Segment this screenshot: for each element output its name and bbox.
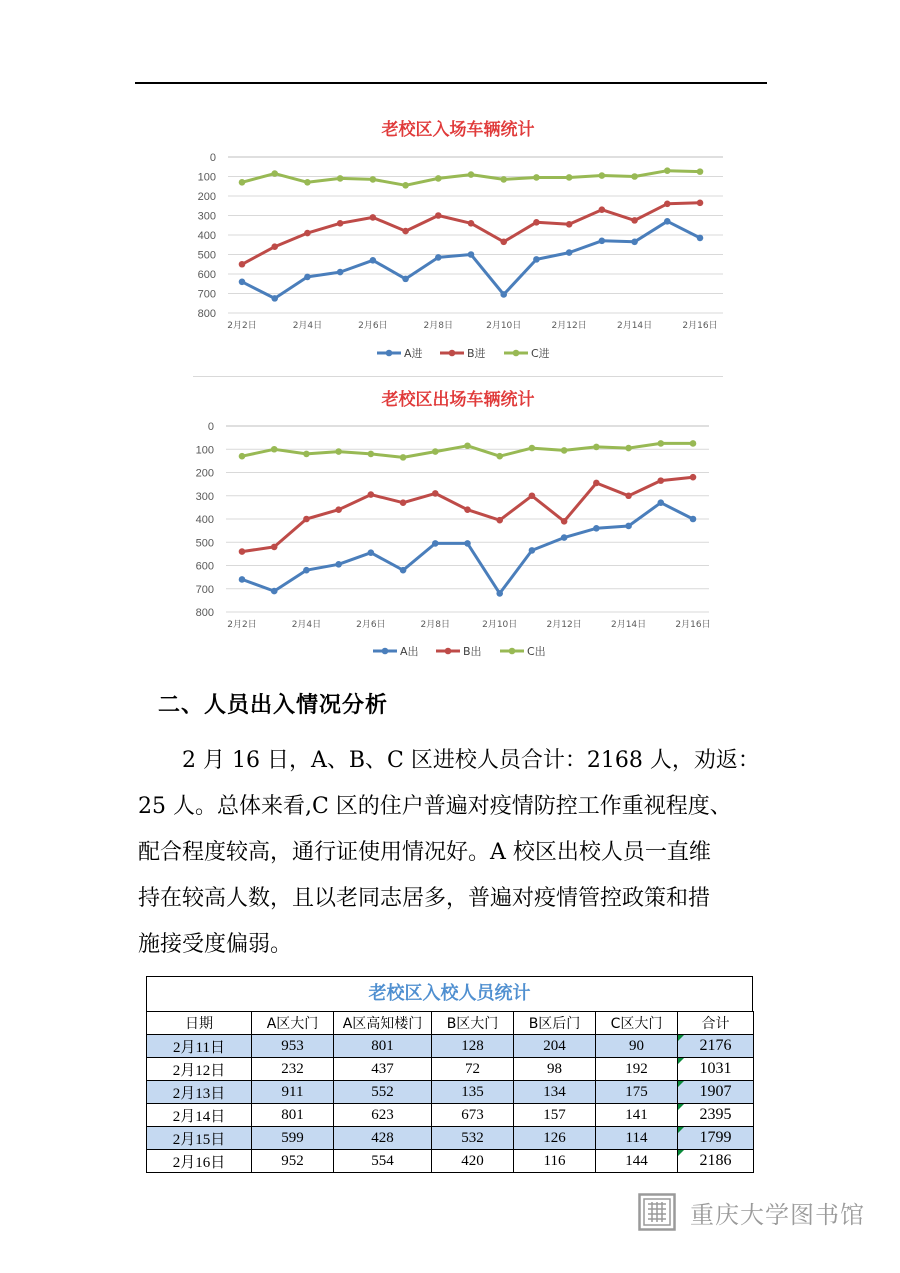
data-point xyxy=(529,445,536,452)
table-row xyxy=(147,1127,754,1150)
chart-vehicle-entry-svg xyxy=(193,108,723,376)
cell-value: 134 xyxy=(514,1081,596,1104)
table-row xyxy=(147,1058,754,1081)
x-tick-label: 2月14日 xyxy=(610,620,647,630)
data-point xyxy=(664,218,671,225)
cell-value: 623 xyxy=(334,1104,432,1127)
cell-value: 428 xyxy=(334,1127,432,1150)
cell-value: 532 xyxy=(432,1127,514,1150)
cell-total: 1907 xyxy=(678,1081,754,1104)
y-tick-label: 100 xyxy=(195,444,214,457)
data-point xyxy=(566,174,573,181)
data-point xyxy=(697,168,704,175)
cell-total: 2186 xyxy=(678,1150,754,1173)
x-tick-label: 2月16日 xyxy=(675,620,711,630)
cell-date: 2月16日 xyxy=(147,1150,252,1173)
y-tick-label: 200 xyxy=(197,191,216,203)
data-point xyxy=(239,279,246,286)
data-point xyxy=(303,567,310,574)
x-tick-label: 2月10日 xyxy=(482,620,518,630)
data-point xyxy=(496,590,503,597)
x-tick-label: 2月12日 xyxy=(551,321,587,331)
y-tick-label: 0 xyxy=(207,421,214,433)
data-point xyxy=(400,567,407,574)
y-tick-label: 600 xyxy=(197,269,216,281)
data-point xyxy=(402,276,409,283)
data-point xyxy=(400,499,407,506)
data-point xyxy=(432,448,439,455)
data-point xyxy=(435,175,442,182)
data-point xyxy=(271,243,278,250)
cell-value: 204 xyxy=(514,1035,596,1058)
cell-value: 420 xyxy=(432,1150,514,1173)
data-point xyxy=(529,492,536,499)
data-point xyxy=(337,269,344,276)
data-point xyxy=(566,249,573,256)
cell-value: 144 xyxy=(596,1150,678,1173)
cell-value: 90 xyxy=(596,1035,678,1058)
header-b-back-gate: B区后门 xyxy=(514,1012,596,1035)
data-point xyxy=(500,176,507,183)
data-point xyxy=(435,212,442,219)
cell-value: 232 xyxy=(252,1058,334,1081)
data-point xyxy=(271,446,278,453)
data-point xyxy=(529,547,536,554)
cell-value: 98 xyxy=(514,1058,596,1081)
table-row xyxy=(147,1150,754,1173)
legend-label: B进 xyxy=(467,347,486,360)
y-tick-label: 400 xyxy=(197,230,216,242)
data-point xyxy=(561,518,568,525)
data-point xyxy=(432,490,439,497)
x-tick-label: 2月2日 xyxy=(227,321,257,331)
data-point xyxy=(370,214,377,221)
data-point xyxy=(468,220,475,227)
data-point xyxy=(690,516,697,523)
y-tick-label: 300 xyxy=(195,490,214,503)
data-point xyxy=(239,453,246,460)
data-point xyxy=(368,491,375,498)
x-tick-label: 2月2日 xyxy=(227,620,257,630)
data-point xyxy=(599,238,606,245)
data-point xyxy=(337,220,344,227)
legend-label: B出 xyxy=(463,645,482,658)
data-point xyxy=(697,200,704,207)
paragraph-line: 持在较高人数，且以老同志居多，普遍对疫情管控政策和措 xyxy=(138,886,711,911)
x-tick-label: 2月8日 xyxy=(423,321,454,331)
data-point xyxy=(593,525,600,532)
cell-date: 2月12日 xyxy=(147,1058,252,1081)
data-point xyxy=(625,523,632,530)
cell-value: 911 xyxy=(252,1081,334,1104)
table-header-row xyxy=(147,1012,754,1035)
data-point xyxy=(566,221,573,228)
data-point xyxy=(239,576,246,583)
x-tick-label: 2月8日 xyxy=(420,620,451,630)
data-point xyxy=(664,201,671,208)
data-point xyxy=(464,506,471,513)
table-title: 老校区入校人员统计 xyxy=(146,976,753,1011)
data-point xyxy=(599,206,606,213)
data-point xyxy=(631,239,638,246)
header-date: 日期 xyxy=(147,1012,252,1035)
x-tick-label: 2月6日 xyxy=(356,620,386,630)
data-point xyxy=(657,499,664,506)
data-point xyxy=(402,182,409,189)
y-tick-label: 800 xyxy=(195,607,214,619)
data-point xyxy=(561,447,568,454)
library-logo xyxy=(638,1193,865,1231)
library-name: 重庆大学图书馆 xyxy=(690,1200,865,1229)
cell-total: 1031 xyxy=(678,1058,754,1081)
cell-value: 801 xyxy=(334,1035,432,1058)
legend-label: A进 xyxy=(404,347,423,360)
data-point xyxy=(496,517,503,524)
chart-title: 老校区入场车辆统计 xyxy=(381,120,535,140)
data-point xyxy=(625,492,632,499)
data-point xyxy=(533,219,540,226)
y-tick-label: 600 xyxy=(195,560,214,573)
data-point xyxy=(370,257,377,264)
cell-value: 114 xyxy=(596,1127,678,1150)
table-row xyxy=(147,1081,754,1104)
cell-value: 116 xyxy=(514,1150,596,1173)
data-point xyxy=(303,451,310,458)
data-point xyxy=(335,506,342,513)
cell-value: 141 xyxy=(596,1104,678,1127)
data-point xyxy=(335,448,342,455)
data-point xyxy=(657,440,664,447)
header-b-gate: B区大门 xyxy=(432,1012,514,1035)
data-point xyxy=(664,167,671,174)
paragraph-line: 配合程度较高，通行证使用情况好。A 校区出校人员一直维 xyxy=(138,840,711,865)
data-point xyxy=(496,453,503,460)
data-point xyxy=(239,548,246,555)
y-tick-label: 800 xyxy=(197,308,216,320)
data-point xyxy=(435,254,442,261)
cell-value: 952 xyxy=(252,1150,334,1173)
y-tick-label: 0 xyxy=(209,152,216,164)
legend-marker xyxy=(509,648,516,655)
cell-date: 2月13日 xyxy=(147,1081,252,1104)
y-tick-label: 700 xyxy=(195,583,214,596)
personnel-table xyxy=(146,976,753,1173)
y-tick-label: 500 xyxy=(197,249,216,262)
y-tick-label: 200 xyxy=(195,467,214,480)
data-point xyxy=(593,480,600,487)
data-point xyxy=(657,477,664,484)
chart-vehicle-exit-svg xyxy=(193,377,723,667)
x-tick-label: 2月4日 xyxy=(292,321,323,331)
y-tick-label: 300 xyxy=(197,210,216,223)
y-tick-label: 400 xyxy=(195,514,214,526)
cell-value: 128 xyxy=(432,1035,514,1058)
data-point xyxy=(631,173,638,180)
paragraph-line: 25 人。总体来看,C 区的住户普遍对疫情防控工作重视程度、 xyxy=(138,794,732,819)
cell-value: 953 xyxy=(252,1035,334,1058)
data-point xyxy=(304,274,311,281)
y-tick-label: 100 xyxy=(197,171,216,184)
data-point xyxy=(500,239,507,246)
data-point xyxy=(468,251,475,258)
data-point xyxy=(271,588,278,595)
data-point xyxy=(468,171,475,178)
data-point xyxy=(533,174,540,181)
cell-value: 437 xyxy=(334,1058,432,1081)
analysis-paragraph xyxy=(138,738,766,968)
library-seal-icon xyxy=(638,1193,676,1231)
legend-label: C出 xyxy=(527,645,546,658)
chart-vehicle-entry xyxy=(193,108,723,377)
data-point xyxy=(593,444,600,451)
y-tick-label: 700 xyxy=(197,288,216,301)
data-point xyxy=(368,451,375,458)
data-point xyxy=(625,445,632,452)
legend-marker xyxy=(445,648,452,655)
data-point xyxy=(690,440,697,447)
table-row xyxy=(147,1104,754,1127)
data-point xyxy=(432,540,439,547)
data-point xyxy=(370,176,377,183)
data-point xyxy=(304,230,311,237)
chart-title: 老校区出场车辆统计 xyxy=(381,390,535,410)
cell-value: 552 xyxy=(334,1081,432,1104)
legend-label: A出 xyxy=(400,645,419,658)
data-point xyxy=(239,179,246,186)
data-point xyxy=(239,261,246,268)
cell-value: 192 xyxy=(596,1058,678,1081)
cell-value: 554 xyxy=(334,1150,432,1173)
x-tick-label: 2月12日 xyxy=(546,620,582,630)
cell-value: 673 xyxy=(432,1104,514,1127)
cell-total: 2395 xyxy=(678,1104,754,1127)
series-line xyxy=(242,503,693,594)
header-c-gate: C区大门 xyxy=(596,1012,678,1035)
data-point xyxy=(697,235,704,242)
x-tick-label: 2月10日 xyxy=(486,321,522,331)
table-row xyxy=(147,1035,754,1058)
legend-marker xyxy=(449,350,456,357)
personnel-table-grid xyxy=(146,1011,754,1173)
cell-date: 2月15日 xyxy=(147,1127,252,1150)
cell-value: 135 xyxy=(432,1081,514,1104)
x-tick-label: 2月4日 xyxy=(291,620,322,630)
cell-total: 2176 xyxy=(678,1035,754,1058)
data-point xyxy=(500,291,507,298)
header-a-gate: A区大门 xyxy=(252,1012,334,1035)
data-point xyxy=(271,544,278,551)
x-tick-label: 2月6日 xyxy=(358,321,388,331)
data-point xyxy=(631,217,638,224)
header-total: 合计 xyxy=(678,1012,754,1035)
cell-total: 1799 xyxy=(678,1127,754,1150)
legend-marker xyxy=(382,648,389,655)
cell-date: 2月11日 xyxy=(147,1035,252,1058)
cell-value: 126 xyxy=(514,1127,596,1150)
y-tick-label: 500 xyxy=(195,537,214,550)
x-tick-label: 2月16日 xyxy=(682,321,718,331)
data-point xyxy=(599,172,606,179)
section-heading: 二、人员出入情况分析 xyxy=(158,693,389,718)
data-point xyxy=(690,474,697,481)
cell-value: 72 xyxy=(432,1058,514,1081)
data-point xyxy=(561,534,568,541)
top-rule xyxy=(135,82,767,84)
paragraph-line: 施接受度偏弱。 xyxy=(138,932,293,957)
data-point xyxy=(271,295,278,302)
cell-value: 801 xyxy=(252,1104,334,1127)
data-point xyxy=(303,516,310,523)
x-tick-label: 2月14日 xyxy=(616,321,653,331)
cell-value: 599 xyxy=(252,1127,334,1150)
data-point xyxy=(304,179,311,186)
data-point xyxy=(402,228,409,235)
legend-marker xyxy=(513,350,520,357)
data-point xyxy=(464,442,471,449)
data-point xyxy=(533,256,540,263)
data-point xyxy=(464,540,471,547)
chart-vehicle-exit xyxy=(193,377,723,667)
data-point xyxy=(337,175,344,182)
cell-value: 175 xyxy=(596,1081,678,1104)
legend-marker xyxy=(386,350,393,357)
data-point xyxy=(368,549,375,556)
cell-value: 157 xyxy=(514,1104,596,1127)
data-point xyxy=(400,454,407,461)
data-point xyxy=(271,170,278,177)
header-a-gaozhi-gate: A区高知楼门 xyxy=(334,1012,432,1035)
paragraph-line: 2 月 16 日，A、B、C 区进校人员合计：2168 人，劝返： xyxy=(182,748,760,773)
cell-date: 2月14日 xyxy=(147,1104,252,1127)
legend-label: C进 xyxy=(531,347,550,360)
data-point xyxy=(335,561,342,568)
